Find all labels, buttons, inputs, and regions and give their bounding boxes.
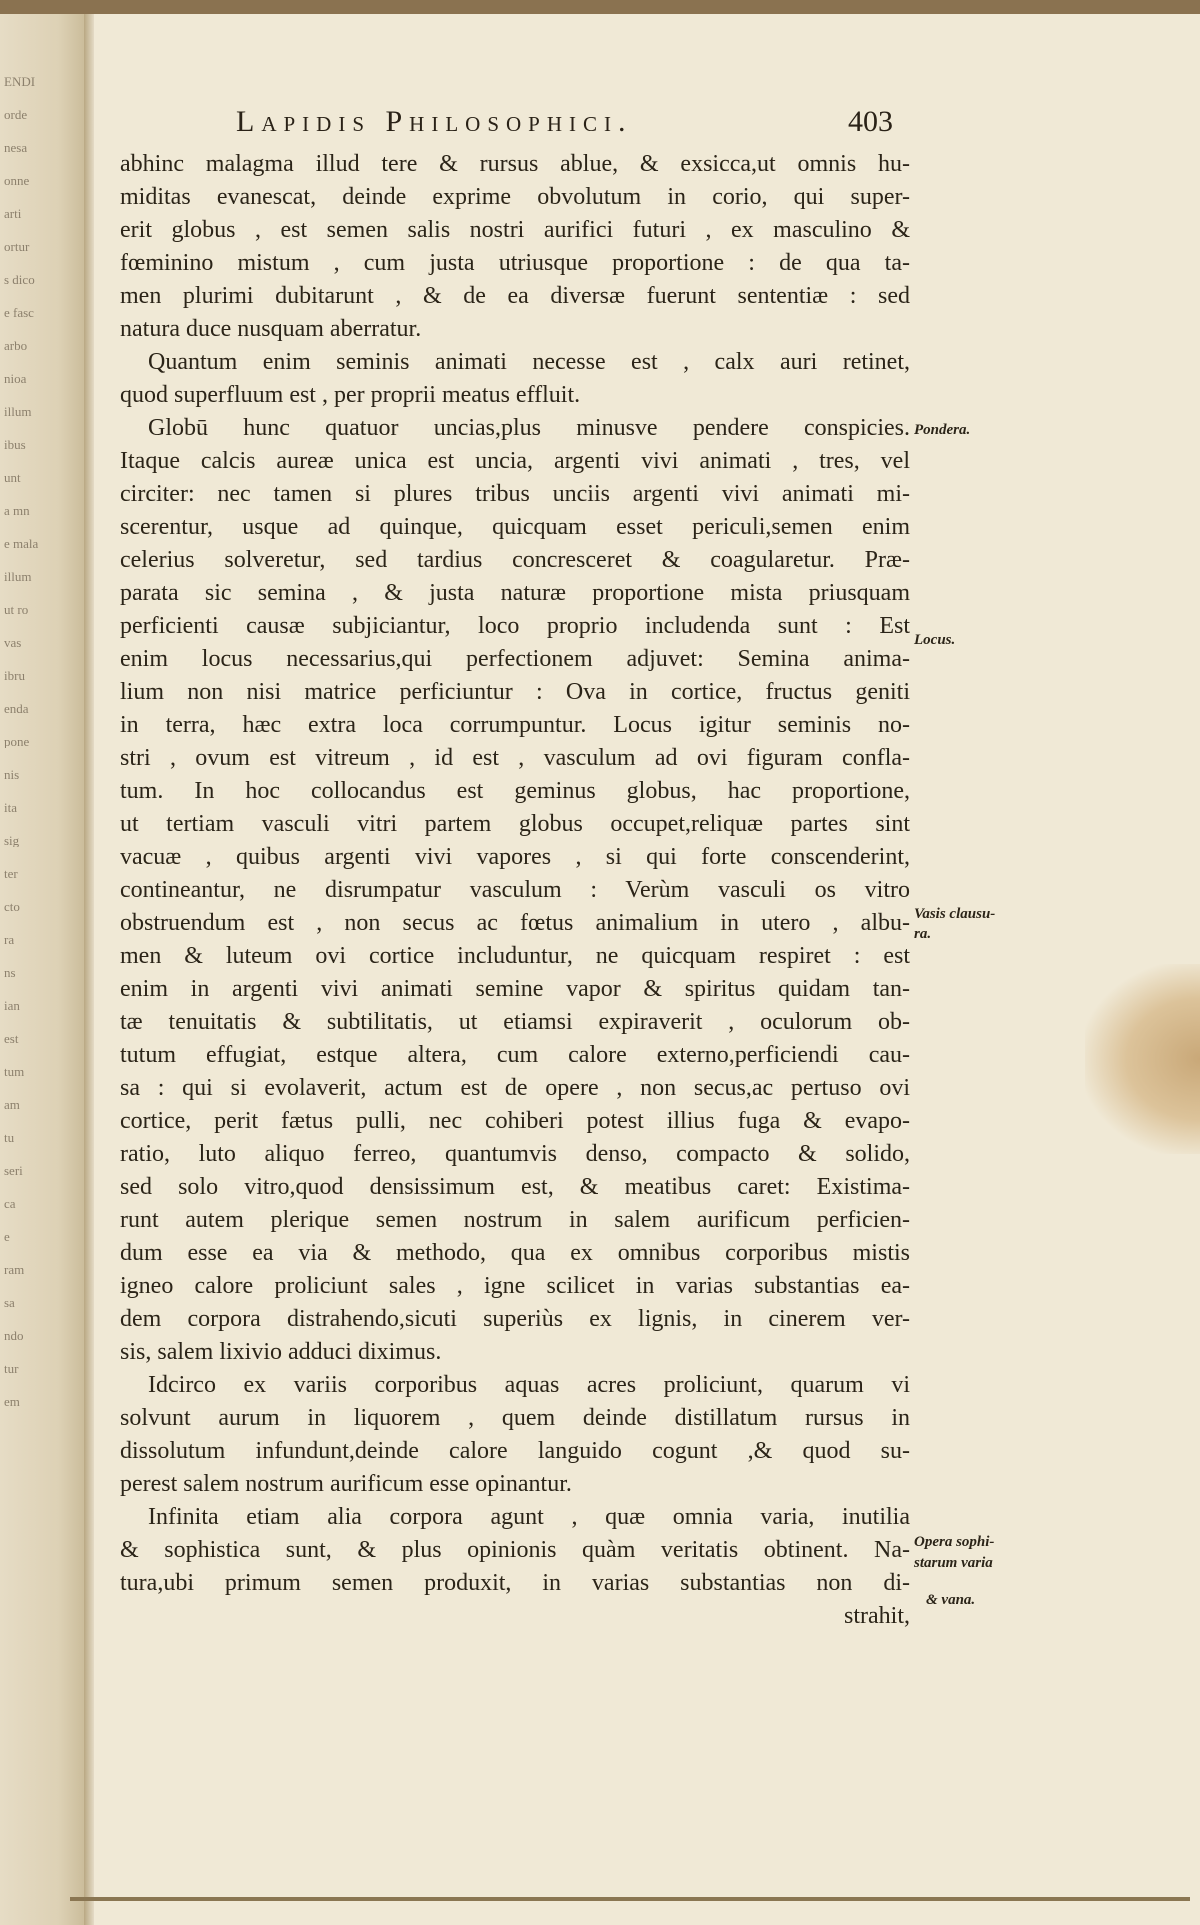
facing-page-fragment: tum bbox=[4, 1064, 25, 1078]
facing-page-fragment: arti bbox=[4, 206, 22, 220]
text-line: circiter: nec tamen si plures tribus unciis argenti vivi animati mi- bbox=[120, 481, 910, 507]
text-line: perficienti causæ subjiciantur, loco proprio includenda sunt : Est bbox=[120, 613, 910, 639]
text-line: contineantur, ne disrumpatur vasculum : Verùm vasculi os vitro bbox=[120, 877, 910, 903]
facing-page-fragment: nioa bbox=[4, 371, 27, 385]
text-line: sed solo vitro,quod densissimum est, & meatibus caret: Existima- bbox=[120, 1174, 910, 1200]
facing-page-fragment: am bbox=[4, 1097, 20, 1111]
facing-page-fragment: ibru bbox=[4, 668, 25, 682]
text-line: tæ tenuitatis & subtilitatis, ut etiamsi expiraverit , oculorum ob- bbox=[120, 1009, 910, 1035]
text-line: Globū hunc quatuor uncias,plus minusve pendere conspicies. bbox=[148, 415, 910, 441]
text-line: miditas evanescat, deinde exprime obvolutum in corio, qui super- bbox=[120, 184, 910, 210]
text-line: in terra, hæc extra loca corrumpuntur. Locus igitur seminis no- bbox=[120, 712, 910, 738]
text-line: quod superfluum est , per proprii meatus effluit. bbox=[120, 382, 581, 408]
catchword: strahit, bbox=[844, 1603, 910, 1629]
facing-page-fragment: sig bbox=[4, 833, 20, 847]
facing-page-fragment: ibus bbox=[4, 437, 26, 451]
facing-page-fragment: e fasc bbox=[4, 305, 34, 319]
facing-page-fragment: ter bbox=[4, 866, 18, 880]
text-line: men plurimi dubitarunt , & de ea diversæ fuerunt sententiæ : sed bbox=[120, 283, 910, 309]
facing-page-fragment: enda bbox=[4, 701, 29, 715]
text-line: ratio, luto aliquo ferreo, quantumvis denso, compacto & solido, bbox=[120, 1141, 910, 1167]
text-line: fœminino mistum , cum justa utriusque proportione : de qua ta- bbox=[120, 250, 910, 276]
margin-note-opera-3: & vana. bbox=[926, 1592, 976, 1608]
running-head-title: Lapidis Philosophici. bbox=[236, 105, 633, 138]
text-line: scerentur, usque ad quinque, quicquam esset periculi,semen enim bbox=[120, 514, 910, 540]
text-line: enim in argenti vivi animati semine vapor & spiritus quidam tan- bbox=[120, 976, 910, 1002]
text-line: men & luteum ovi cortice includuntur, ne quicquam respiret : est bbox=[120, 943, 910, 969]
facing-page-fragment: e mala bbox=[4, 536, 39, 550]
text-line: Quantum enim seminis animati necesse est , calx auri retinet, bbox=[148, 349, 910, 375]
text-line: erit globus , est semen salis nostri aurifici futuri , ex masculino & bbox=[120, 217, 910, 243]
text-line: lium non nisi matrice perficiuntur : Ova in cortice, fructus geniti bbox=[120, 679, 910, 705]
text-line: celerius solveretur, sed tardius concresceret & coagularetur. Præ- bbox=[120, 547, 910, 573]
text-line: Idcirco ex variis corporibus aquas acres proliciunt, quarum vi bbox=[148, 1372, 910, 1398]
text-line: cortice, perit fætus pulli, nec cohiberi potest illius fuga & evapo- bbox=[120, 1108, 910, 1134]
text-line: vacuæ , quibus argenti vivi vapores , si qui forte conscenderint, bbox=[120, 844, 910, 870]
facing-page-fragment: tu bbox=[4, 1130, 15, 1144]
facing-page-fragment: sa bbox=[4, 1295, 15, 1309]
facing-page-edge bbox=[0, 14, 84, 1925]
page-number: 403 bbox=[848, 105, 893, 138]
facing-page-fragment: onne bbox=[4, 173, 30, 187]
facing-page-fragment: vas bbox=[4, 635, 22, 649]
facing-page-fragment: nesa bbox=[4, 140, 28, 154]
page-bottom-edge bbox=[70, 1897, 1190, 1901]
facing-page-fragment: illum bbox=[4, 569, 32, 583]
text-line: tura,ubi primum semen produxit, in varias substantias non di- bbox=[120, 1570, 910, 1596]
facing-page-fragment: ita bbox=[4, 800, 17, 814]
text-line: dum esse ea via & methodo, qua ex omnibus corporibus mistis bbox=[120, 1240, 910, 1266]
text-line: igneo calore proliciunt sales , igne scilicet in varias substantias ea- bbox=[120, 1273, 910, 1299]
facing-page-fragment: ian bbox=[4, 998, 20, 1012]
facing-page-fragment: unt bbox=[4, 470, 21, 484]
text-line: sis, salem lixivio adduci diximus. bbox=[120, 1339, 442, 1365]
facing-page-fragment: ortur bbox=[4, 239, 30, 253]
facing-page-fragment: pone bbox=[4, 734, 30, 748]
facing-page-fragment: ENDI bbox=[4, 74, 36, 88]
facing-page-fragment: tur bbox=[4, 1361, 19, 1375]
text-line: ut tertiam vasculi vitri partem globus occupet,reliquæ partes sint bbox=[120, 811, 910, 837]
facing-page-fragment: est bbox=[4, 1031, 19, 1045]
facing-page-fragment: ndo bbox=[4, 1328, 24, 1342]
text-line: natura duce nusquam aberratur. bbox=[120, 316, 422, 342]
margin-note-opera-1: Opera sophi- bbox=[914, 1534, 995, 1550]
paper-stain bbox=[1085, 964, 1200, 1154]
facing-page-fragment: ut ro bbox=[4, 602, 29, 616]
text-line: tum. In hoc collocandus est geminus globus, hac proportione, bbox=[120, 778, 910, 804]
margin-note-opera-2: starum varia bbox=[914, 1555, 993, 1571]
facing-page-fragment: nis bbox=[4, 767, 20, 781]
facing-page-fragment: ca bbox=[4, 1196, 16, 1210]
text-line: stri , ovum est vitreum , id est , vasculum ad ovi figuram confla- bbox=[120, 745, 910, 771]
text-line: sa : qui si evolaverit, actum est de opere , non secus,ac pertuso ovi bbox=[120, 1075, 910, 1101]
facing-page-fragment: a mn bbox=[4, 503, 30, 517]
facing-page-fragment: em bbox=[4, 1394, 20, 1408]
book-top-edge bbox=[0, 0, 1200, 14]
running-head bbox=[236, 105, 936, 145]
facing-page-fragment: orde bbox=[4, 107, 28, 121]
text-line: perest salem nostrum aurificum esse opinantur. bbox=[120, 1471, 572, 1497]
text-line: dem corpora distrahendo,sicuti superiùs ex lignis, in cinerem ver- bbox=[120, 1306, 910, 1332]
text-line: Infinita etiam alia corpora agunt , quæ omnia varia, inutilia bbox=[148, 1504, 910, 1530]
text-line: Itaque calcis aureæ unica est uncia, argenti vivi animati , tres, vel bbox=[120, 448, 910, 474]
text-line: abhinc malagma illud tere & rursus ablue, & exsicca,ut omnis hu- bbox=[120, 151, 910, 177]
text-line: & sophistica sunt, & plus opinionis quàm veritatis obtinent. Na- bbox=[120, 1537, 910, 1563]
facing-page-fragment: e bbox=[4, 1229, 10, 1243]
facing-page-fragment: seri bbox=[4, 1163, 23, 1177]
margin-note-vasis-2: ra. bbox=[914, 926, 932, 942]
facing-page-fragment: ram bbox=[4, 1262, 25, 1276]
margin-note-pondera: Pondera. bbox=[914, 422, 971, 438]
book-gutter bbox=[84, 14, 94, 1925]
text-line: dissolutum infundunt,deinde calore languido cogunt ,& quod su- bbox=[120, 1438, 910, 1464]
facing-page-fragment: cto bbox=[4, 899, 20, 913]
text-line: obstruendum est , non secus ac fœtus animalium in utero , albu- bbox=[120, 910, 910, 936]
facing-page-fragment: s dico bbox=[4, 272, 35, 286]
facing-page-fragment: arbo bbox=[4, 338, 28, 352]
facing-page-fragment: ra bbox=[4, 932, 15, 946]
facing-page-fragment: illum bbox=[4, 404, 32, 418]
margin-note-vasis-1: Vasis clausu- bbox=[914, 906, 996, 922]
text-line: enim locus necessarius,qui perfectionem adjuvet: Semina anima- bbox=[120, 646, 910, 672]
margin-note-locus: Locus. bbox=[914, 632, 956, 648]
facing-page-fragment: ns bbox=[4, 965, 16, 979]
text-line: solvunt aurum in liquorem , quem deinde distillatum rursus in bbox=[120, 1405, 910, 1431]
text-line: runt autem plerique semen nostrum in salem aurificum perficien- bbox=[120, 1207, 910, 1233]
text-line: tutum effugiat, estque altera, cum calore externo,perficiendi cau- bbox=[120, 1042, 910, 1068]
text-line: parata sic semina , & justa naturæ proportione mista priusquam bbox=[120, 580, 910, 606]
